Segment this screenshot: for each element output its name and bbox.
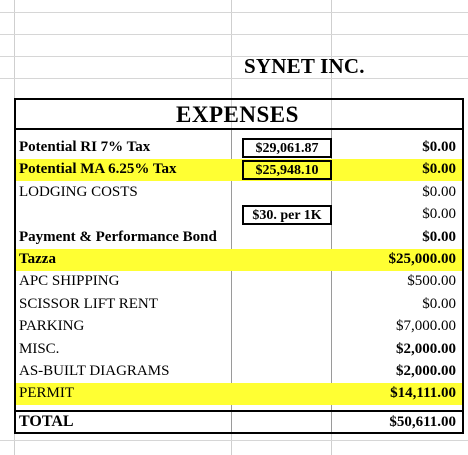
row-label: LODGING COSTS: [19, 183, 138, 200]
row-amount: $2,000.00: [396, 363, 456, 379]
row-amount: $500.00: [407, 273, 456, 290]
grid-row-line: [0, 440, 468, 441]
row-label: PERMIT: [19, 385, 75, 402]
table-row[interactable]: [16, 383, 462, 405]
table-row[interactable]: [16, 137, 462, 159]
table-row[interactable]: [16, 249, 462, 271]
row-amount: $0.00: [422, 295, 456, 312]
row-label: Potential RI 7% Tax: [19, 139, 151, 155]
grid-row-line: [0, 34, 468, 35]
row-amount: $14,111.00: [390, 385, 456, 402]
total-value: $50,611.00: [389, 414, 456, 430]
table-row[interactable]: [16, 294, 462, 316]
row-label: AS-BUILT DIAGRAMS: [19, 363, 170, 379]
grid-row-line: [0, 12, 468, 13]
bond-rate-cell[interactable]: $30. per 1K: [242, 205, 332, 225]
row-label: PARKING: [19, 318, 85, 335]
table-row[interactable]: [16, 361, 462, 383]
row-amount: $0.00: [422, 183, 456, 200]
row-amount: $0.00: [422, 161, 456, 178]
row-amount: $0.00: [422, 139, 456, 155]
table-row[interactable]: [16, 316, 462, 338]
row-label: SCISSOR LIFT RENT: [19, 295, 158, 312]
table-row[interactable]: [16, 159, 462, 181]
row-amount: $25,000.00: [388, 251, 456, 267]
table-title: EXPENSES: [176, 102, 299, 127]
total-label: TOTAL: [19, 413, 74, 430]
grid-row-line: [0, 78, 468, 79]
row-amount: $2,000.00: [396, 340, 456, 357]
table-row[interactable]: [16, 182, 462, 204]
grid-row-line: [0, 56, 468, 57]
row-label: Potential MA 6.25% Tax: [19, 161, 177, 178]
row-amount: $0.00: [422, 206, 456, 223]
tax-amount-cell[interactable]: $29,061.87: [242, 138, 332, 158]
table-row[interactable]: [16, 227, 462, 249]
row-label: Payment & Performance Bond: [19, 228, 217, 245]
table-row[interactable]: [16, 339, 462, 361]
row-amount: $0.00: [422, 228, 456, 245]
row-label: APC SHIPPING: [19, 273, 120, 290]
row-amount: $7,000.00: [396, 318, 456, 335]
total-row[interactable]: [16, 410, 462, 432]
company-name: SYNET INC.: [244, 54, 365, 78]
tax-amount-cell[interactable]: $25,948.10: [242, 160, 332, 180]
table-row[interactable]: [16, 271, 462, 293]
row-label: Tazza: [19, 251, 56, 267]
table-row[interactable]: [16, 204, 462, 226]
row-label: MISC.: [19, 340, 60, 357]
